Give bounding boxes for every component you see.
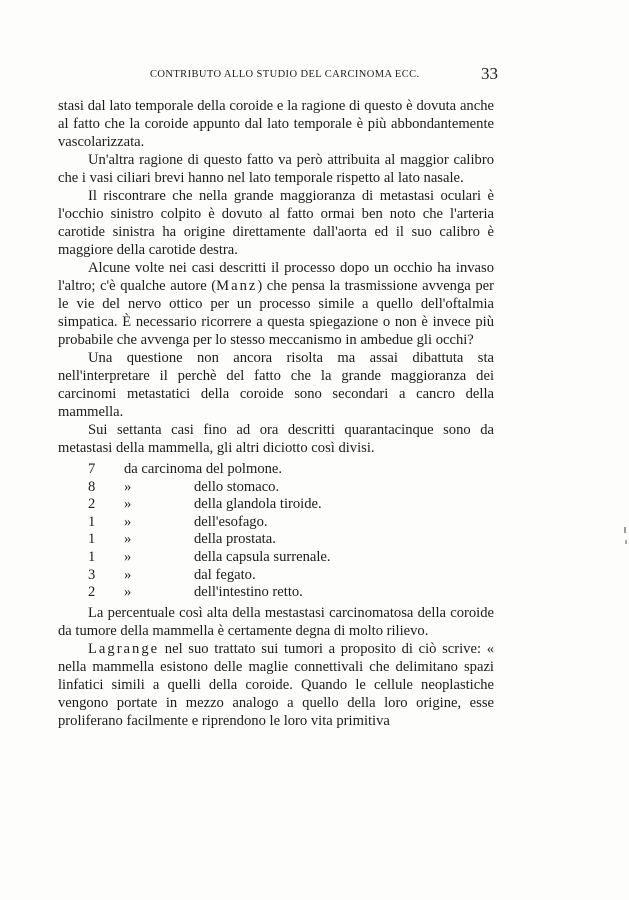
ditto-mark: » [124,531,132,548]
ditto-mark: » [124,478,132,495]
list-item-text: della capsula surrenale. [194,548,331,565]
paragraph-3: Il riscontrare che nella grande maggioranza di metastasi oculari è l'occhio sinistro colpito è dovuto al fatto ormai ben noto che l'arteria carotide sinistra ha origine direttamente dall'aorta ed il suo calibro è maggiore della carotide destra. [58,188,494,258]
list-item [88,496,494,514]
list-item-text: della prostata. [194,531,276,548]
author-lagrange: Lagrange [88,640,160,657]
paragraph-1: stasi dal lato temporale della coroide e la ragione di questo è dovuta anche al fatto che la coroide appunto dal lato temporale è più abbondantemente vascolarizzata. [58,98,494,150]
ditto-mark: » [124,548,132,565]
margin-speck [625,540,627,544]
list-item [88,567,494,585]
list-item-count: 1 [88,531,96,548]
paragraph-4 [58,259,494,349]
list-item-text: dello stomaco. [194,478,280,495]
paragraph-5: Una questione non ancora risolta ma assai dibattuta sta nell'interpretare il perchè del fatto che la grande maggioranza dei carcinomi metastatici della coroide sono secondari a cancro della mammella. [58,350,494,420]
header-title: CONTRIBUTO ALLO STUDIO DEL CARCINOMA ECC. [150,69,420,80]
paragraph-4-before: Alcune volte nei casi descritti il processo dopo un occhio ha invaso l'altro; c'è qualche autore ( [58,260,494,294]
paragraph-6: Sui settanta casi fino ad ora descritti quarantacinque sono da metastasi della mammella, gli altri diciotto così divisi. [58,422,494,456]
list-item-count: 2 [88,496,96,513]
metastasis-list [88,461,494,602]
paragraph-7: La percentuale così alta della mestastasi carcinomatosa della coroide da tumore della mammella è certamente degna di molto rilievo. [58,604,494,639]
ditto-mark: » [124,496,132,513]
ditto-mark: » [124,566,132,583]
paragraph-8-text: nel suo trattato sui tumori a proposito di ciò scrive: « nella mammella esistono delle maglie connettivali che delimitano spazi linfatici simili a quelli della coroide. Quando le cellule neoplastiche vengono portate in mezzo analogo a quello della loro origine, esse proliferano facilmente e riprendono le loro vita primitiva [58,640,494,729]
list-item-count: 1 [88,548,96,565]
list-item-text: dell'intestino retto. [194,584,303,601]
list-item-count: 3 [88,566,96,583]
ditto-mark: » [124,584,132,601]
list-item [88,461,494,479]
ditto-mark: » [124,513,132,530]
page-body [58,97,494,730]
list-item-text: della glandola tiroide. [194,496,322,513]
paragraph-2: Un'altra ragione di questo fatto va però attribuita al maggior calibro che i vasi ciliari brevi hanno nel lato temporale rispetto al lato nasale. [58,152,494,186]
running-header [0,66,629,86]
list-item-count: 7 [88,461,96,477]
list-item-count: 2 [88,584,96,601]
list-item [88,531,494,549]
author-manz: Manz [216,278,258,294]
list-item-text: dal fegato. [194,566,256,583]
paragraph-4-after: ) che pensa la trasmissione avvenga per le vie del nervo ottico per un processo simile a quello dell'oftalmia simpatica. È necessario ricorrere a questa spiegazione o non è invece più probabile che avvenga per lo stesso meccanismo in ambedue gli occhi? [58,278,494,348]
list-item-text: dell'esofago. [194,513,268,530]
page-number: 33 [481,64,498,83]
list-item [88,549,494,567]
list-item-count: 8 [88,478,96,495]
list-item [88,584,494,602]
paragraph-8 [58,640,494,730]
list-item-text: da carcinoma del polmone. [124,461,283,477]
margin-speck [624,527,626,533]
list-item [88,479,494,497]
list-item-count: 1 [88,513,96,530]
list-item [88,514,494,532]
